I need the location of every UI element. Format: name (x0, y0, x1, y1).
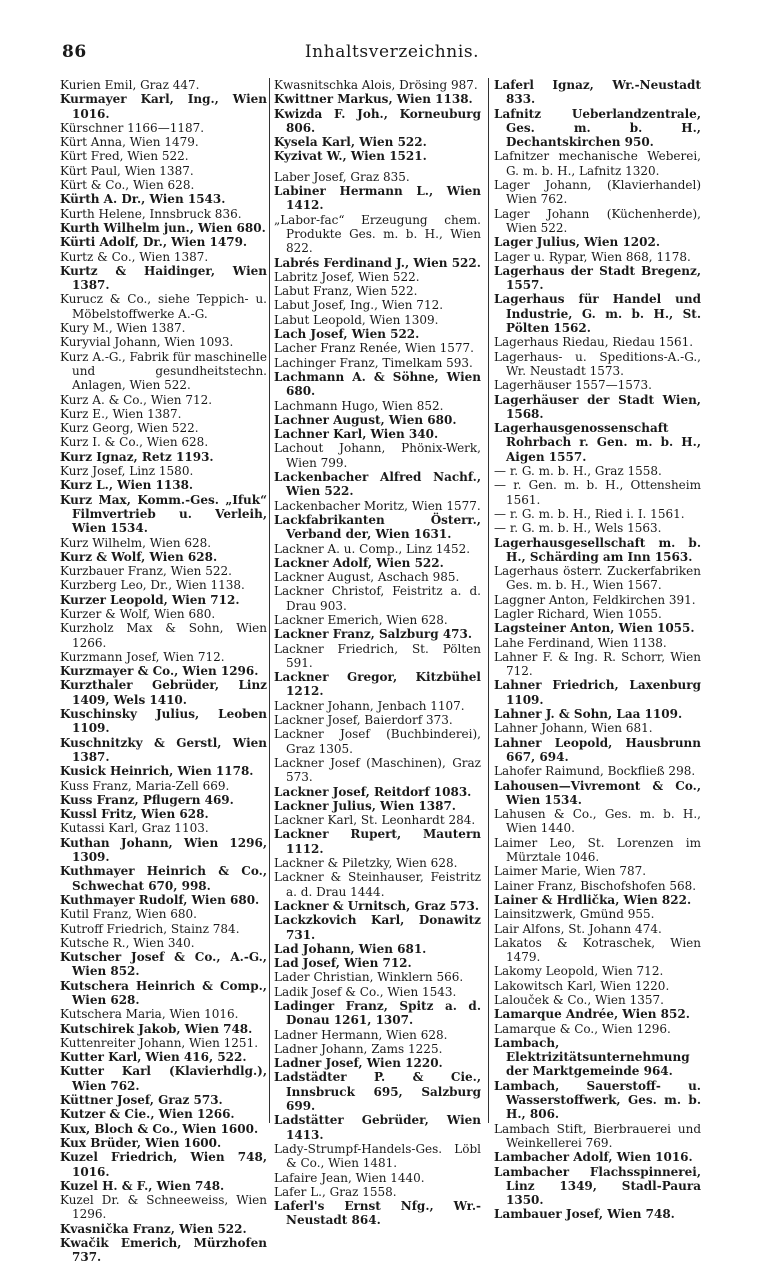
index-entry: Kutter Karl, Wien 416, 522. (60, 1050, 247, 1065)
index-entry: Lackenbacher Moritz, Wien 1577. (274, 498, 481, 513)
index-entry: Kutter Karl (Klavierhdlg.), Wien 762. (60, 1064, 267, 1093)
index-entry: Kwačik Emerich, Mürzhofen 737. (60, 1236, 267, 1265)
page-number: 86 (62, 42, 87, 62)
index-entry: Lafnitz Ueberlandzentrale, Ges. m. b. H., Dechantskirchen 950. (494, 106, 701, 150)
index-entry: Lackner Rupert, Mautern 1112. (274, 827, 481, 856)
index-entry: Küttner Josef, Graz 573. (60, 1093, 223, 1108)
index-entry: Lagsteiner Anton, Wien 1055. (494, 621, 695, 636)
index-entry: Lagerhausgesellschaft m. b. H., Schärding am Inn 1563. (494, 535, 701, 564)
index-entry: Lachout Johann, Phönix-Werk, Wien 799. (274, 441, 481, 470)
index-entry: Kuryvial Johann, Wien 1093. (60, 335, 234, 350)
index-entry: Lackner & Urnitsch, Graz 573. (274, 898, 480, 913)
index-entry: Lagerhaus Riedau, Riedau 1561. (494, 335, 694, 350)
index-entry: Kurz A. & Co., Wien 712. (60, 392, 213, 407)
index-entry: Lahner Leopold, Hausbrunn 667, 694. (494, 735, 701, 764)
index-entry: Lad Johann, Wien 681. (274, 941, 427, 956)
index-entry: Lahner Johann, Wien 681. (494, 721, 653, 736)
index-entry: Kürt & Co., Wien 628. (60, 178, 195, 193)
index-entry: Kurzmann Josef, Wien 712. (60, 649, 225, 664)
index-entry: Lakatos & Kotraschek, Wien 1479. (494, 935, 701, 965)
index-entry: Lackner Josef, Reitdorf 1083. (274, 784, 472, 799)
index-entry: Lagerhäuser der Stadt Wien, 1568. (494, 392, 701, 421)
index-entry: Kutzer & Cie., Wien 1266. (60, 1107, 235, 1122)
index-entry: — r. G. m. b. H., Wels 1563. (494, 521, 662, 536)
index-entry: Lager Julius, Wien 1202. (494, 235, 661, 250)
index-entry: Lambach Stift, Bierbrauerei und Weinkellerei 769. (494, 1121, 701, 1150)
index-entry: Kutroff Friedrich, Stainz 784. (60, 921, 240, 936)
index-entry: Labut Franz, Wien 522. (274, 284, 418, 299)
index-column-middle (274, 78, 481, 1228)
index-entry: Lader Christian, Winklern 566. (274, 970, 464, 985)
index-entry: Kurz Josef, Linz 1580. (60, 464, 194, 479)
index-entry: Kwasnitschka Alois, Drösing 987. (274, 78, 478, 92)
index-entry: Lagler Richard, Wien 1055. (494, 606, 662, 621)
index-entry: Labiner Hermann L., Wien 1412. (274, 184, 481, 213)
index-entry: Kurz Ignaz, Retz 1193. (60, 449, 214, 464)
index-entry: Labrés Ferdinand J., Wien 522. (274, 255, 481, 270)
index-entry: Kurzthaler Gebrüder, Linz 1409, Wels 1410. (60, 678, 267, 707)
index-entry: Lagerhaus österr. Zuckerfabriken Ges. m. b. H., Wien 1567. (494, 564, 701, 593)
index-entry: Lainsitzwerk, Gmünd 955. (494, 907, 655, 922)
index-column-left (60, 78, 267, 1265)
index-entry: Lainer & Hrdlička, Wien 822. (494, 892, 692, 907)
index-entry: Kurzbauer Franz, Wien 522. (60, 564, 232, 579)
index-entry: Kuthan Johann, Wien 1296, 1309. (60, 835, 267, 865)
index-entry: — r. Gen. m. b. H., Ottensheim 1561. (494, 478, 701, 507)
index-entry: Kurz E., Wien 1387. (60, 406, 182, 421)
index-entry: Kutassi Karl, Graz 1103. (60, 821, 209, 836)
index-entry: Kuzel Friedrich, Wien 748, 1016. (60, 1150, 267, 1179)
index-entry: Lakowitsch Karl, Wien 1220. (494, 978, 670, 993)
index-entry: Lakomy Leopold, Wien 712. (494, 964, 664, 979)
index-entry: Kutil Franz, Wien 680. (60, 907, 197, 922)
index-entry: Kutschera Maria, Wien 1016. (60, 1007, 239, 1022)
index-entry: Kürth A. Dr., Wien 1543. (60, 192, 226, 207)
column-divider (269, 78, 270, 1123)
index-entry: Lair Alfons, St. Johann 474. (494, 921, 662, 936)
index-columns (60, 78, 710, 1265)
index-entry: Kvasnička Franz, Wien 522. (60, 1221, 247, 1236)
index-entry: Laferl's Ernst Nfg., Wr.-Neustadt 864. (274, 1199, 481, 1228)
index-entry: Lackner A. u. Comp., Linz 1452. (274, 541, 471, 556)
index-entry: Kutscher Josef & Co., A.-G., Wien 852. (60, 950, 267, 979)
index-entry: Lamarque & Co., Wien 1296. (494, 1021, 671, 1036)
index-entry: Kussl Fritz, Wien 628. (60, 807, 209, 822)
index-entry: Lachner Karl, Wien 340. (274, 427, 439, 442)
index-entry: Kuthmayer Heinrich & Co., Schwechat 670, 998. (60, 864, 267, 893)
index-entry: Ladner Johann, Zams 1225. (274, 1041, 443, 1056)
index-entry: Lager u. Rypar, Wien 868, 1178. (494, 249, 691, 264)
index-entry: Kürt Paul, Wien 1387. (60, 163, 194, 178)
index-entry: Lafnitzer mechanische Weberei, G. m. b. H., Lafnitz 1320. (494, 149, 701, 178)
index-entry: Labritz Josef, Wien 522. (274, 269, 420, 284)
index-entry: Lambach, Sauerstoff- u. Wasserstoffwerk, Ges. m. b. H., 806. (494, 1078, 701, 1122)
index-entry: Kurth Helene, Innsbruck 836. (60, 206, 242, 221)
index-entry: Lagerhäuser 1557—1573. (494, 378, 652, 393)
index-entry: Ladstädter P. & Cie., Innsbruck 695, Salzburg 699. (274, 1070, 481, 1114)
index-entry: Lackner Gregor, Kitzbühel 1212. (274, 670, 481, 699)
index-entry: Kuzel Dr. & Schneeweiss, Wien 1296. (60, 1193, 267, 1222)
index-entry: Lambacher Adolf, Wien 1016. (494, 1150, 693, 1165)
index-entry: Kurien Emil, Graz 447. (60, 78, 200, 92)
index-entry: Kux Brüder, Wien 1600. (60, 1135, 222, 1150)
index-entry: Lahusen & Co., Ges. m. b. H., Wien 1440. (494, 807, 701, 836)
index-entry: Kurz Georg, Wien 522. (60, 421, 199, 436)
index-entry: Kurzholz Max & Sohn, Wien 1266. (60, 621, 267, 650)
index-entry: Kürti Adolf, Dr., Wien 1479. (60, 235, 248, 250)
index-entry: Lamarque Andrée, Wien 852. (494, 1007, 690, 1022)
index-entry: Lackner Friedrich, St. Pölten 591. (274, 641, 481, 670)
index-entry: Lager Johann, (Klavierhandel) Wien 762. (494, 178, 701, 207)
index-entry: Kwizda F. Joh., Korneuburg 806. (274, 106, 481, 135)
index-entry: Ladinger Franz, Spitz a. d. Donau 1261, 1307. (274, 999, 481, 1028)
index-entry: Lackner Emerich, Wien 628. (274, 612, 448, 627)
index-entry: Kürschner 1166—1187. (60, 120, 205, 135)
index-entry: Lalouček & Co., Wien 1357. (494, 993, 664, 1007)
index-entry: Lackfabrikanten Österr., Verband der, Wien 1631. (274, 512, 481, 542)
index-entry: Lackner Josef, Baierdorf 373. (274, 713, 453, 728)
index-entry: Labut Josef, Ing., Wien 712. (274, 298, 444, 313)
index-entry: Kurtz & Haidinger, Wien 1387. (60, 263, 267, 293)
index-entry: Lafer L., Graz 1558. (274, 1184, 397, 1199)
index-entry: Kurzberg Leo, Dr., Wien 1138. (60, 578, 245, 593)
index-entry: Kurucz & Co., siehe Teppich- u. Möbelstoffwerke A.-G. (60, 292, 267, 321)
index-entry: Kurmayer Karl, Ing., Wien 1016. (60, 92, 267, 121)
index-entry: Lambacher Flachsspinnerei, Linz 1349, Stadl-Paura 1350. (494, 1164, 701, 1208)
index-entry: Lackner Johann, Jenbach 1107. (274, 698, 465, 713)
index-entry: Kurz Max, Komm.-Ges. „Ifuk“ Filmvertrieb u. Verleih, Wien 1534. (60, 492, 267, 536)
index-entry: Lackzkovich Karl, Donawitz 731. (274, 913, 481, 942)
index-entry: Lainer Franz, Bischofshofen 568. (494, 878, 697, 893)
index-entry: Kuschnitzky & Gerstl, Wien 1387. (60, 735, 267, 764)
index-entry: Lach Josef, Wien 522. (274, 327, 420, 342)
index-entry: Kuttenreiter Johann, Wien 1251. (60, 1035, 259, 1050)
index-entry: Ladner Hermann, Wien 628. (274, 1027, 448, 1042)
index-entry: Lad Josef, Wien 712. (274, 956, 412, 971)
index-entry: Lackner Adolf, Wien 522. (274, 555, 444, 570)
index-entry: Kürt Fred, Wien 522. (60, 149, 189, 164)
index-entry: Kutschera Heinrich & Comp., Wien 628. (60, 978, 267, 1007)
index-entry: Lachner August, Wien 680. (274, 412, 457, 427)
index-entry: Lahner Friedrich, Laxenburg 1109. (494, 678, 701, 707)
index-entry: Kutschirek Jakob, Wien 748. (60, 1021, 253, 1036)
index-entry: Lachmann A. & Söhne, Wien 680. (274, 369, 481, 399)
index-entry: Kurth Wilhelm jun., Wien 680. (60, 220, 266, 235)
index-entry: Lackner Josef (Buchbinderei), Graz 1305. (274, 727, 481, 756)
index-entry: Lahner J. & Sohn, Laa 1109. (494, 707, 683, 722)
index-column-right (494, 78, 701, 1222)
index-entry: Lackenbacher Alfred Nachf., Wien 522. (274, 470, 481, 499)
index-entry: Kury M., Wien 1387. (60, 321, 186, 336)
index-entry: Kuthmayer Rudolf, Wien 680. (60, 892, 260, 907)
index-entry: Ladner Josef, Wien 1220. (274, 1056, 443, 1071)
page-header (62, 42, 722, 66)
index-entry: — r. G. m. b. H., Graz 1558. (494, 464, 662, 479)
index-entry: Lackner & Piletzky, Wien 628. (274, 856, 458, 871)
index-entry: Lahner F. & Ing. R. Schorr, Wien 712. (494, 649, 701, 679)
index-entry: Lackner & Steinhauser, Feistritz a. d. Drau 1444. (274, 870, 481, 899)
index-entry: Ladik Josef & Co., Wien 1543. (274, 984, 457, 999)
index-entry: Kyzivat W., Wien 1521. (274, 149, 427, 164)
index-entry: Kurzer & Wolf, Wien 680. (60, 606, 216, 621)
index-entry: Kuss Franz, Maria-Zell 669. (60, 778, 230, 793)
index-entry: Kuss Franz, Pflugern 469. (60, 792, 234, 807)
index-entry: Laferl Ignaz, Wr.-Neustadt 833. (494, 78, 701, 107)
index-entry: Kurzer Leopold, Wien 712. (60, 592, 240, 607)
index-entry: Lambauer Josef, Wien 748. (494, 1207, 675, 1222)
index-entry: Kürt Anna, Wien 1479. (60, 135, 199, 150)
index-entry: Labut Leopold, Wien 1309. (274, 312, 439, 327)
index-entry: Lacher Franz Renée, Wien 1577. (274, 341, 474, 356)
index-entry: Lahe Ferdinand, Wien 1138. (494, 635, 667, 650)
index-entry: Lackner Karl, St. Leonhardt 284. (274, 813, 476, 828)
index-entry: Lachmann Hugo, Wien 852. (274, 398, 444, 413)
index-entry: Ladstätter Gebrüder, Wien 1413. (274, 1113, 481, 1142)
index-entry: Lackner Julius, Wien 1387. (274, 798, 456, 813)
index-entry: Kuzel H. & F., Wien 748. (60, 1178, 225, 1193)
running-title: Inhaltsverzeichnis. (304, 42, 480, 62)
index-entry: Kurz I. & Co., Wien 628. (60, 435, 209, 450)
index-entry: Lagerhaus der Stadt Bregenz, 1557. (494, 263, 701, 293)
index-entry: Kuschinsky Julius, Leoben 1109. (60, 707, 267, 736)
index-entry: Kurz A.-G., Fabrik für maschinelle und gesundheitstechn. Anlagen, Wien 522. (60, 349, 267, 393)
index-entry: Lafaire Jean, Wien 1440. (274, 1170, 425, 1185)
index-entry: Lahofer Raimund, Bockfließ 298. (494, 764, 696, 779)
index-entry: Laggner Anton, Feldkirchen 391. (494, 592, 696, 607)
index-entry: Kurz Wilhelm, Wien 628. (60, 535, 212, 550)
index-entry: Kwittner Markus, Wien 1138. (274, 92, 473, 107)
index-entry: Kurz L., Wien 1138. (60, 478, 194, 493)
index-entry: Lackner August, Aschach 985. (274, 570, 460, 585)
index-entry: Kutsche R., Wien 340. (60, 935, 195, 950)
index-entry: Kux, Bloch & Co., Wien 1600. (60, 1121, 259, 1136)
index-entry: Kusick Heinrich, Wien 1178. (60, 764, 254, 779)
index-entry: „Labor-fac“ Erzeugung chem. Produkte Ges. m. b. H., Wien 822. (274, 212, 481, 256)
index-entry: Lagerhaus- u. Speditions-A.-G., Wr. Neustadt 1573. (494, 349, 701, 378)
index-entry: Lackner Christof, Feistritz a. d. Drau 903. (274, 584, 481, 613)
index-entry: Lackner Josef (Maschinen), Graz 573. (274, 755, 481, 785)
index-entry: Lachinger Franz, Timelkam 593. (274, 355, 473, 370)
index-entry: Lagerhausgenossenschaft Rohrbach r. Gen. m. b. H., Aigen 1557. (494, 421, 701, 464)
index-entry: Laimer Marie, Wien 787. (494, 864, 647, 879)
index-entry: Kurzmayer & Co., Wien 1296. (60, 664, 259, 679)
index-entry: Kurz & Wolf, Wien 628. (60, 549, 218, 564)
index-entry: — r. G. m. b. H., Ried i. I. 1561. (494, 506, 685, 521)
index-entry: Lager Johann (Küchenherde), Wien 522. (494, 206, 701, 235)
index-entry: Lambach, Elektrizitätsunternehmung der Marktgemeinde 964. (494, 1035, 690, 1079)
index-entry: Lahousen—Vivremont & Co., Wien 1534. (494, 778, 701, 807)
index-entry: Lackner Franz, Salzburg 473. (274, 627, 473, 642)
index-entry: Lagerhaus für Handel und Industrie, G. m. b. H., St. Pölten 1562. (494, 292, 701, 336)
index-entry: Kurtz & Co., Wien 1387. (60, 249, 209, 264)
index-entry: Laber Josef, Graz 835. (274, 169, 410, 184)
index-entry: Kysela Karl, Wien 522. (274, 135, 427, 150)
index-entry: Lady-Strumpf-Handels-Ges. Löbl & Co., Wien 1481. (274, 1141, 481, 1171)
column-divider (488, 78, 489, 1123)
index-entry: Laimer Leo, St. Lorenzen im Mürztale 1046. (494, 835, 701, 865)
